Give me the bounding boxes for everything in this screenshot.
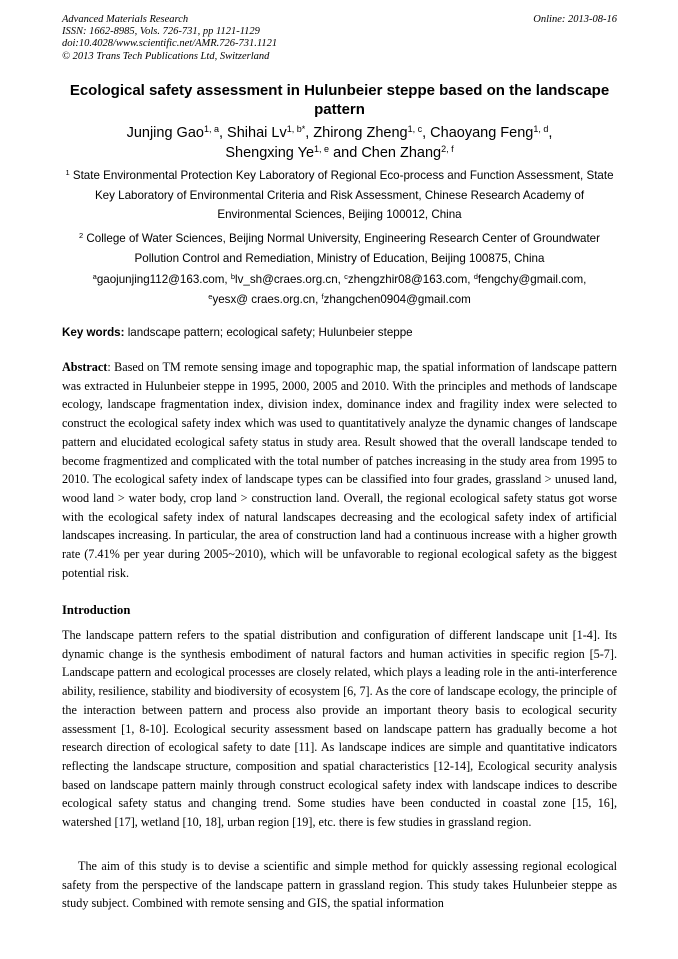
email-mark: a (92, 272, 97, 281)
journal-doi: doi:10.4028/www.scientific.net/AMR.726-731.1121 (62, 38, 278, 50)
author-affiliation-mark: 1, a (203, 124, 219, 134)
author-separator: , (218, 125, 228, 141)
author-name: Chen Zhang (361, 145, 442, 161)
affiliation-text: State Environmental Protection Key Laboratory of Regional Eco-process and Function Assessment, State Key Laboratory of Environmental Criteria and Risk Assessment, Chinese Research Academy of Environmental Sciences, Beijing 100012, China (72, 169, 614, 221)
author-affiliation-mark: 1, b* (286, 124, 306, 134)
email-address: fengchy@gmail.com (477, 273, 584, 286)
abstract-text: : Based on TM remote sensing image and topographic map, the spatial information of landscape pattern was extracted in Hulunbeier steppe in 1995, 2000, 2005 and 2010. With the principles and methods of landscape ecology, landscape fragmentation index, division index, dominance index and fragility index were selected to construct the ecological safety index which was used to quantitatively analyze the dynamic changes of landscape pattern and elucidated ecological safety status in study area. Result showed that the overall landscape tended to become fragmentized and complicated with the total number of patches increasing in the study area from 1995 to 2010. The ecological safety index of landscape types can be classified into four grades, grassland > unused land, wood land > water body, crop land > construction land. Overall, the regional ecological safety status got worse with the ecological safety index of natural landscapes decreasing and the ecological safety index of artificial landscapes increasing. In particular, the area of construction land had a continuous increase with a higher growth rate (7.41% per year during 2005~2010), which will be unfavorable to regional ecological safety as the biggest potential risk. (62, 360, 617, 580)
author-name: Junjing Gao (126, 125, 204, 141)
email-address: yesx@ craes.org.cn (212, 292, 316, 306)
journal-copyright: © 2013 Trans Tech Publications Ltd, Switzerland (62, 50, 270, 62)
online-date: Online: 2013-08-16 (533, 14, 617, 25)
author-affiliation-mark: 1, c (407, 124, 423, 134)
journal-header (62, 14, 617, 63)
email-address: zhangchen0904@gmail.com (323, 292, 471, 306)
keywords-label: Key words: (62, 326, 125, 339)
abstract-label: Abstract (62, 360, 108, 374)
author-affiliation-mark: 1, e (314, 144, 330, 154)
email-mark: d (473, 272, 478, 281)
author-list (62, 123, 617, 163)
author-name: Shihai Lv (227, 125, 287, 141)
affiliation-text: College of Water Sciences, Beijing Normal University, Engineering Research Center of Groundwater Pollution Control and Remediation, Ministry of Education, Beijing 100875, China (86, 232, 600, 265)
email-mark: e (208, 291, 213, 301)
author-name: Zhirong Zheng (313, 125, 408, 141)
author-name: Chaoyang Feng (430, 125, 534, 141)
email-mark: f (321, 291, 324, 301)
introduction-paragraph-1: The landscape pattern refers to the spatial distribution and configuration of different landscape unit [1-4]. Its dynamic change is the synthesis embodiment of natural factors and human activities in specific region [5-7]. Landscape pattern and ecological processes are closely related, which plays a leading role in the anti-interference ability, resilience, stability and biodiversity of ecosystem [6, 7]. As the core of landscape ecology, the principle of the interaction between pattern and process also provide an important theory basis to ecological security assessment [1, 8-10]. Ecological security assessment based on landscape pattern has gradually become a hot research direction of ecological safety to date [11]. As landscape indices are simple and quantitative indicators reflecting the landscape structure, composition and spatial characteristics [12-14], Ecological security analysis based on landscape pattern mainly through construct ecological safety index with landscape indices to describe ecological safety status and changing trend. Some studies have been conducted in coastal zone [15, 16], watershed [17], wetland [10, 18], urban region [19], etc. there is few studies in grassland region. (62, 628, 617, 830)
affiliation-mark: 1 (65, 168, 70, 177)
journal-name: Advanced Materials Research (62, 14, 189, 25)
email-address: gaojunjing112@163.com (96, 273, 225, 286)
keywords (62, 325, 617, 341)
section-heading-introduction: Introduction (62, 603, 131, 617)
abstract (62, 358, 617, 582)
keywords-text: landscape pattern; ecological safety; Hulunbeier steppe (127, 326, 413, 339)
author-affiliation-mark: 2, f (441, 144, 454, 154)
journal-issn: ISSN: 1662-8985, Vols. 726-731, pp 1121-1129 (62, 26, 260, 38)
email-list: $^a$gaojunjing112@163.com, $^b$lv_sh@craes.org.cn, $^c$zhengzhir08@163.com, $^d$fengchy@gmail.com, $^e$yesx@ craes.org.cn, $^f$zhangchen0904@gmail.com (92, 272, 587, 306)
email-mark: c (344, 272, 348, 281)
email-address: zhengzhir08@163.com (347, 273, 468, 286)
author-separator: , (548, 125, 553, 141)
email-address: lv_sh@craes.org.cn (235, 273, 338, 286)
affiliation-mark: 2 (79, 231, 84, 240)
affiliation-2 (62, 229, 617, 268)
author-name: Shengxing Ye (225, 145, 315, 161)
introduction-paragraph-2: The aim of this study is to devise a scientific and simple method for quickly assessing regional ecological safety from the perspective of the landscape pattern in grassland region. This study takes Hulunbeier steppe as study subject. Combined with remote sensing and GIS, the spatial information (62, 859, 617, 911)
email-mark: b (230, 272, 236, 281)
author-affiliation-mark: 1, d (533, 124, 549, 134)
author-separator: , (305, 125, 314, 141)
author-separator: and (329, 145, 362, 161)
paper-title: Ecological safety assessment in Hulunbeier steppe based on the landscape pattern (69, 82, 610, 118)
affiliation-1 (62, 166, 617, 225)
author-separator: , (422, 125, 431, 141)
